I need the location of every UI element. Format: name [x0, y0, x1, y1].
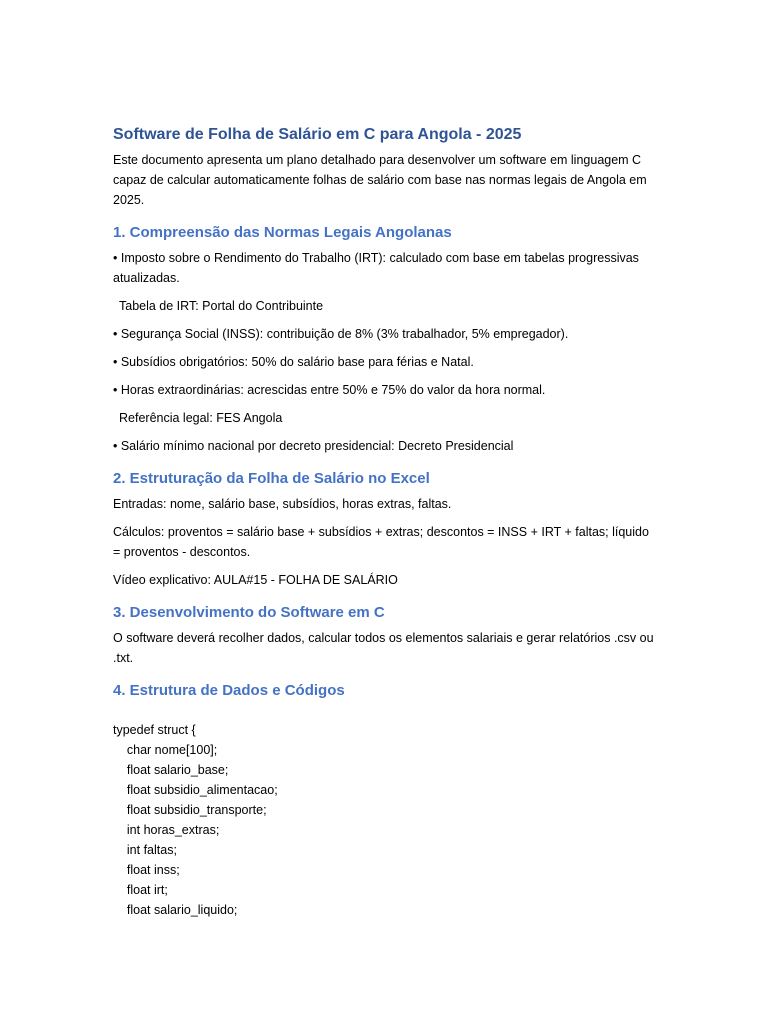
- irt-reference: Tabela de IRT: Portal do Contribuinte: [119, 299, 324, 313]
- code-line: typedef struct {: [113, 723, 196, 737]
- inss-bullet: • Segurança Social (INSS): contribuição de 8% (3% trabalhador, 5% empregador).: [113, 327, 569, 341]
- salario-minimo-bullet: • Salário mínimo nacional por decreto presidencial: Decreto Presidencial: [113, 439, 514, 453]
- video-paragraph: Vídeo explicativo: AULA#15 - FOLHA DE SALÁRIO: [113, 573, 398, 587]
- section-3-heading: 3. Desenvolvimento do Software em C: [113, 604, 385, 621]
- code-line: float subsidio_transporte;: [113, 803, 267, 817]
- subsidios-bullet: • Subsídios obrigatórios: 50% do salário base para férias e Natal.: [113, 355, 474, 369]
- horas-extras-bullet: • Horas extraordinárias: acrescidas entre 50% e 75% do valor da hora normal.: [113, 383, 546, 397]
- section-2-heading: 2. Estruturação da Folha de Salário no Excel: [113, 470, 430, 487]
- code-line: int faltas;: [113, 843, 177, 857]
- code-line: float irt;: [113, 883, 168, 897]
- code-line: float inss;: [113, 863, 180, 877]
- code-line: float salario_liquido;: [113, 903, 238, 917]
- code-line: char nome[100];: [113, 743, 218, 757]
- section-3-paragraph: O software deverá recolher dados, calcular todos os elementos salariais e gerar relatórios .csv ou .txt.: [113, 631, 654, 665]
- section-1-heading: 1. Compreensão das Normas Legais Angolanas: [113, 224, 452, 241]
- document-title: Software de Folha de Salário em C para Angola - 2025: [113, 126, 522, 143]
- section-4-heading: 4. Estrutura de Dados e Códigos: [113, 682, 345, 699]
- entradas-paragraph: Entradas: nome, salário base, subsídios, horas extras, faltas.: [113, 497, 452, 511]
- calculos-paragraph: Cálculos: proventos = salário base + subsídios + extras; descontos = INSS + IRT + faltas; líquido = proventos - descontos.: [113, 525, 649, 559]
- intro-paragraph: Este documento apresenta um plano detalhado para desenvolver um software em linguagem C capaz de calcular automaticamente folhas de salário com base nas normas legais de Angola em 2025.: [113, 153, 647, 207]
- code-line: float subsidio_alimentacao;: [113, 783, 278, 797]
- irt-bullet: • Imposto sobre o Rendimento do Trabalho (IRT): calculado com base em tabelas progressivas atualizadas.: [113, 251, 639, 285]
- legal-reference: Referência legal: FES Angola: [119, 411, 283, 425]
- document-page: [113, 124, 658, 920]
- code-line: float salario_base;: [113, 763, 229, 777]
- code-block: [113, 720, 658, 920]
- code-line: int horas_extras;: [113, 823, 220, 837]
